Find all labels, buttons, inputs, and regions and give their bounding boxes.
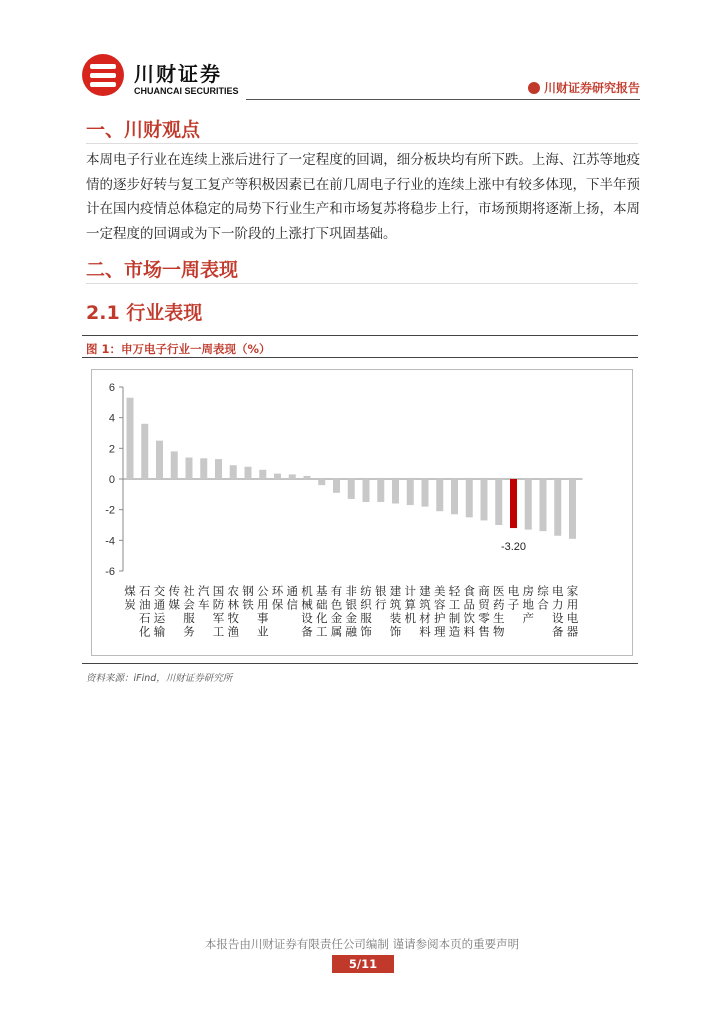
x-tick-label-char: 工 (448, 597, 461, 612)
x-tick-label-char: 纺 (360, 584, 372, 598)
bar (333, 479, 340, 493)
x-tick-label-char: 造 (448, 624, 461, 639)
x-tick-label-char: 制 (448, 611, 461, 625)
chart-container (91, 369, 633, 656)
section1-heading (86, 115, 200, 142)
logo-company-name: 川财证券 (134, 62, 222, 86)
x-tick-label-char: 家 (566, 584, 579, 598)
bar (554, 479, 561, 536)
x-tick-label-char: 电 (507, 584, 520, 598)
x-tick-label-char: 事 (257, 611, 269, 625)
x-tick-label-char: 环 (271, 584, 284, 598)
bar (392, 479, 399, 504)
x-tick-label-char: 算 (404, 597, 416, 612)
x-tick-label-char: 钢 (242, 584, 254, 598)
section2-subheading: 2.1 行业表现 (86, 302, 203, 324)
x-tick-label-char: 合 (537, 597, 549, 612)
x-tick-label-char: 础 (316, 597, 328, 612)
figure-title: 图 1：申万电子行业一周表现（%） (86, 342, 271, 356)
x-tick-label-char: 商 (478, 584, 490, 598)
x-tick-label-char: 医 (493, 584, 505, 598)
x-tick-label-char: 建 (419, 584, 431, 598)
x-tick-label-char: 产 (522, 611, 534, 625)
x-tick-label-char: 力 (552, 597, 564, 612)
x-tick-label-char: 服 (360, 611, 372, 625)
x-tick-label-char: 渔 (227, 624, 239, 639)
bar (141, 424, 148, 479)
bar (318, 479, 325, 485)
y-tick-label: 0 (108, 474, 115, 486)
x-tick-label-char: 地 (522, 597, 534, 612)
x-tick-label-char: 护 (434, 611, 446, 625)
bar (245, 467, 252, 479)
y-tick-label: 6 (108, 382, 115, 394)
x-tick-label-char: 银 (375, 584, 387, 598)
figure-source: 资料来源：iFind，川财证券研究所 (86, 673, 233, 684)
x-tick-label-char: 金 (330, 611, 343, 625)
bar (363, 479, 370, 502)
x-tick-label-char: 化 (316, 611, 328, 625)
x-tick-label-char: 用 (257, 597, 269, 612)
bar (230, 465, 237, 479)
x-tick-label-char: 用 (566, 597, 579, 612)
bar (289, 474, 296, 479)
section1-paragraph: 本周电子行业在连续上涨后进行了一定程度的回调，细分板块均有所下跌。上海、江苏等地疫情的逐步好转与复工复产等积极因素已在前几周电子行业的连续上涨中有较多体现，下半年预计在国内疫情总体稳定的局势下行业生产和市场复苏将稳步上行，市场预期将逐渐上扬，本周一定程度的回调或为下一阶段的上涨打下巩固基础。 (86, 152, 640, 242)
x-tick-label-char: 料 (463, 624, 475, 639)
x-tick-label-char: 装 (389, 611, 402, 625)
x-tick-label-char: 饰 (389, 624, 402, 639)
bar (436, 479, 443, 511)
logo-company-name-en: CHUANCAI SECURITIES (134, 86, 239, 96)
bar-chart (92, 370, 632, 655)
x-tick-label-char: 饮 (463, 611, 475, 625)
x-tick-label-char: 售 (478, 624, 490, 639)
report-tag-text: 川财证券研究报告 (543, 81, 640, 95)
x-tick-label-char: 电 (566, 611, 579, 625)
x-tick-label-char: 通 (286, 584, 298, 598)
bar (495, 479, 502, 525)
x-tick-label-char: 容 (434, 597, 446, 612)
bar (127, 398, 134, 479)
x-tick-label-char: 公 (257, 584, 269, 598)
x-tick-label-char: 轻 (448, 584, 461, 598)
y-tick-label: 2 (108, 443, 115, 456)
x-tick-label-char: 社 (183, 584, 195, 598)
bar (377, 479, 384, 502)
x-tick-label-char: 筑 (419, 597, 431, 612)
x-tick-label-char: 电 (552, 584, 564, 598)
x-tick-label-char: 食 (463, 584, 475, 598)
x-tick-label-char: 汽 (198, 584, 210, 598)
x-tick-label-char: 贸 (478, 597, 490, 612)
x-tick-label-char: 防 (212, 597, 225, 612)
y-tick-label: -4 (105, 535, 115, 548)
x-tick-label-char: 筑 (389, 597, 402, 612)
x-tick-label-char: 石 (139, 584, 151, 598)
bar (348, 479, 355, 499)
bar (186, 458, 193, 479)
x-tick-label-char: 生 (493, 611, 505, 625)
x-tick-label-char: 化 (139, 624, 151, 639)
x-tick-label-char: 有 (330, 584, 343, 598)
x-tick-label-char: 保 (271, 597, 284, 612)
x-tick-label-char: 械 (301, 597, 313, 612)
bar (171, 451, 178, 479)
x-tick-label-char: 理 (434, 624, 446, 639)
x-tick-label-char: 属 (330, 624, 343, 639)
x-tick-label-char: 石 (139, 611, 151, 625)
x-tick-label-char: 会 (183, 597, 195, 612)
x-tick-label-char: 工 (316, 624, 328, 639)
x-tick-label-char: 织 (360, 597, 372, 612)
x-tick-label-char: 计 (404, 584, 416, 598)
x-tick-label-char: 材 (419, 611, 431, 625)
x-tick-label-char: 铁 (242, 597, 254, 612)
x-tick-label-char: 饰 (360, 624, 372, 639)
x-tick-label-char: 交 (153, 584, 166, 598)
bar (569, 479, 576, 539)
report-tag-icon (528, 82, 540, 94)
x-tick-label-char: 机 (301, 584, 313, 598)
x-tick-label-char: 业 (257, 624, 269, 639)
page-number: 5/11 (332, 955, 394, 973)
y-tick-label: -2 (105, 504, 115, 517)
bar (215, 459, 222, 479)
bar (466, 479, 473, 517)
x-tick-label-char: 国 (212, 584, 225, 598)
x-tick-label-char: 机 (404, 611, 416, 625)
bar (481, 479, 488, 520)
x-tick-label-char: 工 (212, 624, 225, 639)
x-tick-label-char: 运 (153, 611, 166, 625)
bar (274, 474, 281, 479)
y-tick-label: 4 (108, 412, 115, 425)
bar (525, 479, 532, 530)
data-label: -3.20 (500, 541, 527, 554)
x-tick-label-char: 务 (183, 624, 195, 639)
x-tick-label-char: 林 (227, 597, 239, 612)
x-tick-label-char: 物 (493, 624, 505, 639)
section2-title: 二、市场一周表现 (86, 259, 239, 281)
section2-heading (86, 255, 238, 282)
x-tick-label-char: 零 (478, 611, 490, 625)
x-tick-label-char: 输 (153, 624, 166, 639)
bar (540, 479, 547, 531)
header-divider (246, 99, 640, 100)
y-tick-label: -6 (105, 566, 115, 578)
bar (407, 479, 414, 505)
x-tick-label-char: 子 (507, 597, 520, 612)
x-tick-label-char: 设 (301, 611, 313, 625)
company-logo-icon (82, 54, 124, 96)
x-tick-label-char: 牧 (227, 611, 239, 625)
x-tick-label-char: 金 (345, 611, 357, 625)
x-tick-label-char: 房 (522, 584, 534, 598)
bar (451, 479, 458, 514)
x-tick-label-char: 基 (316, 584, 328, 598)
x-tick-label-char: 煤 (124, 584, 136, 598)
x-tick-label-char: 信 (286, 597, 298, 612)
bar (304, 476, 311, 479)
bar (200, 458, 207, 479)
bar (156, 441, 163, 479)
x-tick-label-char: 器 (566, 624, 579, 639)
x-tick-label-char: 色 (330, 597, 343, 612)
footer-disclaimer: 本报告由川财证券有限责任公司编制 谨请参阅本页的重要声明 (204, 937, 520, 951)
x-tick-label-char: 银 (345, 597, 357, 612)
x-tick-label-char: 建 (389, 584, 402, 598)
x-tick-label-char: 综 (537, 584, 549, 598)
bar (422, 479, 429, 507)
x-tick-label-char: 设 (552, 611, 564, 625)
section1-title: 一、川财观点 (86, 119, 201, 141)
x-tick-label-char: 传 (168, 584, 180, 598)
report-tag (528, 79, 640, 96)
x-tick-label-char: 料 (419, 624, 431, 639)
figure-top-rule (82, 335, 638, 336)
x-tick-label-char: 通 (153, 597, 166, 612)
x-tick-label-char: 美 (434, 584, 446, 598)
x-tick-label-char: 车 (198, 597, 210, 612)
x-tick-label-char: 油 (139, 597, 151, 612)
highlight-bar (510, 479, 517, 528)
x-tick-label-char: 行 (375, 597, 387, 612)
x-tick-label-char: 非 (345, 584, 357, 598)
x-tick-label-char: 备 (301, 624, 313, 639)
x-tick-label-char: 品 (463, 597, 475, 612)
x-tick-label-char: 药 (493, 597, 505, 612)
x-tick-label-char: 备 (552, 624, 564, 639)
bar (259, 470, 266, 479)
x-tick-label-char: 炭 (124, 597, 136, 612)
x-tick-label-char: 融 (345, 624, 357, 639)
x-tick-label-char: 媒 (168, 597, 180, 612)
x-tick-label-char: 农 (227, 584, 239, 598)
x-tick-label-char: 服 (183, 611, 195, 625)
x-tick-label-char: 军 (212, 611, 225, 625)
